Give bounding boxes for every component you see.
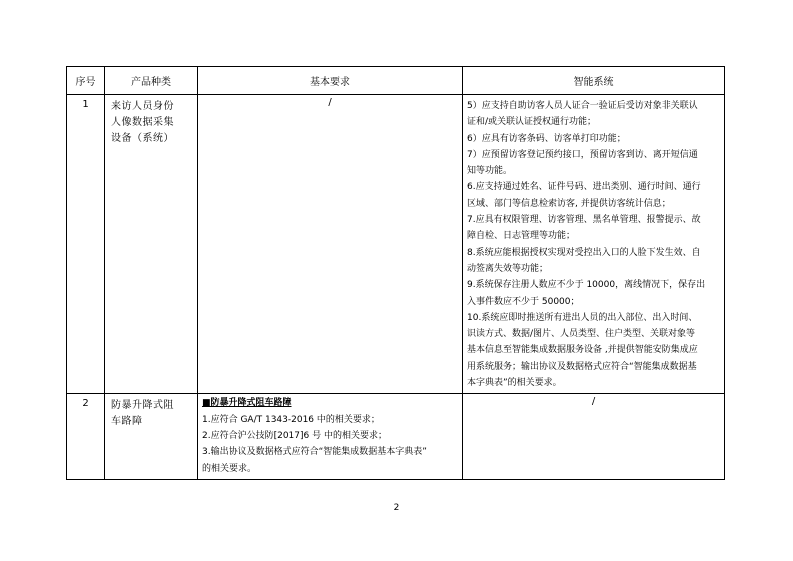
header-product-type: 产品种类 [105,67,198,95]
requirement-line: 7.应具有权限管理、访客管理、黑名单管理、报警提示、故 [467,215,701,226]
requirement-line: 3.输出协议及数据格式应符合“智能集成数据基本字典表” [202,447,427,458]
smart-system-cell [463,95,725,394]
requirement-line: 10.系统应即时推送所有进出人员的出入部位、出入时间、 [467,312,698,323]
table-row [67,95,725,394]
row-index: 1 [67,95,105,394]
product-type-line: 设备（系统） [111,133,174,144]
header-smart-system: 智能系统 [463,67,725,95]
requirement-line: 入事件数应不少于 50000； [467,296,580,307]
table-header-row [67,67,725,95]
product-type-cell [105,95,198,394]
smart-system-cell: / [463,394,725,479]
requirement-line: 7）应预留访客登记预约接口，预留访客到访、离开短信通 [467,149,698,160]
requirement-line: 6.应支持通过姓名、证件号码、进出类别、通行时间、通行 [467,182,701,193]
requirement-line: 证和/或关联认证授权通行功能； [467,117,597,128]
table-row [67,394,725,479]
requirement-line: 区域、部门等信息检索访客, 并提供访客统计信息； [467,198,671,209]
product-type-cell [105,394,198,479]
header-index: 序号 [67,67,105,95]
requirement-line: 6）应具有访客条码、访客单打印功能； [467,133,626,144]
product-type-line: 人像数据采集 [111,117,174,128]
requirement-line: 知等功能。 [467,166,513,177]
requirement-line: 9.系统保存注册人数应不少于 10000，离线情况下，保存出 [467,280,706,291]
requirement-line: 2.应符合沪公技防[2017]6 号 中的相关要求； [202,430,387,441]
page-number: 2 [393,503,400,513]
product-type-line: 来访人员身份 [111,101,174,112]
requirement-line: 8.系统应能根据授权实现对受控出入口的人脸下发生效、自 [467,247,701,258]
requirement-line: 识读方式、数据/图片、人员类型、住户类型、关联对象等 [467,329,696,340]
basic-requirements-cell: / [198,95,463,394]
requirement-line: 5）应支持自助访客人员人证合一验证后受访对象非关联认 [467,101,698,111]
product-type-line: 车路障 [111,416,143,428]
requirement-line: 用系统服务；输出协议及数据格式应符合“智能集成数据基 [467,361,697,372]
spec-table [66,66,725,480]
requirement-line: 障自检、日志管理等功能； [467,231,576,242]
requirement-line: 本字典表”的相关要求。 [467,378,562,389]
header-basic-requirements: 基本要求 [198,67,463,95]
requirement-line: 基本信息至智能集成数据服务设备 ,并提供智能安防集成应 [467,345,698,356]
requirement-title: ■防暴升降式阻车路障 [202,398,292,409]
product-type-line: 防暴升降式阻 [111,400,174,412]
requirement-line: 的相关要求。 [202,463,257,474]
basic-requirements-cell [198,394,463,479]
requirement-line: 动签离失效等功能； [467,263,549,274]
row-index: 2 [67,394,105,479]
requirement-line: 1.应符合 GA/T 1343-2016 中的相关要求； [202,414,380,425]
